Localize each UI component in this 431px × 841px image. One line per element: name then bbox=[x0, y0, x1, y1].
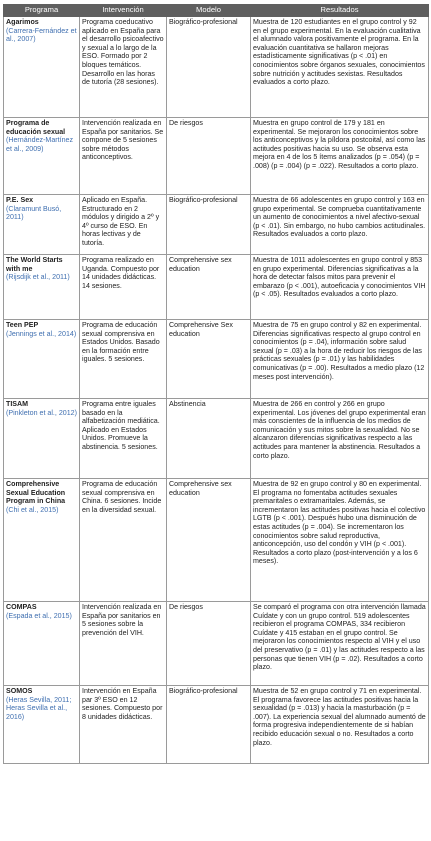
model-cell-text: Abstinencia bbox=[169, 400, 206, 408]
intervention-cell-text: Programa de educación sexual comprensiva en Estados Unidos. Basado en la formación entre iguales. 5 sesiones. bbox=[82, 321, 160, 364]
results-cell bbox=[251, 195, 429, 255]
table-row bbox=[4, 399, 429, 479]
intervention-cell bbox=[80, 118, 167, 195]
program-name: Programa de educación sexual bbox=[6, 119, 66, 136]
program-citation-link[interactable]: (Heras Sevilla, 2011; Heras Sevilla et al., 2016) bbox=[6, 695, 72, 721]
results-cell-text: Muestra de 75 en grupo control y 82 en experimental. Diferencias significativas respecto al grupo control en conocimientos (p = .04), información sobre salud sexual (p = .03) a la hora de reducir los riesgos de las prácticas sexuales (p = .01) y las habilidades comunicativas (p = .00). Resultados a medio plazo (12 meses post intervención). bbox=[253, 321, 425, 381]
model-cell bbox=[167, 686, 251, 764]
model-cell bbox=[167, 195, 251, 255]
intervention-cell-text: Programa de educación sexual comprensiva en China. 6 sesiones. Incide en la diversidad sexual. bbox=[82, 480, 162, 514]
program-citation-link[interactable]: (Rijsdijk et al., 2011) bbox=[6, 273, 70, 282]
intervention-cell bbox=[80, 17, 167, 118]
model-cell-text: Biográfico-profesional bbox=[169, 687, 238, 695]
model-cell-text: De riesgos bbox=[169, 119, 203, 127]
model-cell-text: Comprehensive sex education bbox=[169, 256, 232, 273]
program-citation-link[interactable]: (Claramunt Busó, 2011) bbox=[6, 204, 62, 222]
intervention-cell-text: Intervención en España par 3º ESO en 12 sesiones. Compuesto por 8 unidades didácticas. bbox=[82, 687, 163, 721]
program-cell bbox=[4, 320, 80, 399]
header-intervention: Intervención bbox=[80, 5, 167, 17]
results-cell bbox=[251, 118, 429, 195]
intervention-cell-text: Programa entre iguales basado en la alfabetización mediática. Aplicado en Estados Unidos. Promueve la abstinencia. 5 sesiones. bbox=[82, 400, 160, 451]
intervention-cell bbox=[80, 479, 167, 602]
intervention-cell bbox=[80, 602, 167, 686]
results-cell bbox=[251, 399, 429, 479]
table-row bbox=[4, 118, 429, 195]
table-row bbox=[4, 17, 429, 118]
intervention-cell bbox=[80, 255, 167, 320]
program-name: Agarimos bbox=[6, 18, 39, 26]
results-cell-text: Muestra de 92 en grupo control y 80 en experimental. El programa no fomentaba actitudes sexuales premaritales o extramaritales. Además, se incrementaron las actitudes positivas hacia el colectivo LGTB (p < .001). Después hubo una disminución de estas actitudes (p = .004). Se incrementaron los conocimientos sobre salud reproductiva, anticoncepción, uso del condón y VIH (p < .001). Resultados a corto plazo (post-intervención y a los 6 meses). bbox=[253, 480, 426, 566]
model-cell-text: Biográfico-profesional bbox=[169, 18, 238, 26]
table-row bbox=[4, 602, 429, 686]
model-cell-text: Biográfico-profesional bbox=[169, 196, 238, 204]
model-cell-text: Comprehensive sex education bbox=[169, 480, 232, 497]
program-cell bbox=[4, 118, 80, 195]
table-row bbox=[4, 320, 429, 399]
program-cell bbox=[4, 602, 80, 686]
program-cell bbox=[4, 399, 80, 479]
program-cell bbox=[4, 686, 80, 764]
table-row bbox=[4, 479, 429, 602]
program-cell bbox=[4, 17, 80, 118]
header-program: Programa bbox=[4, 5, 80, 17]
model-cell bbox=[167, 118, 251, 195]
results-cell-text: Muestra de 266 en control y 266 en grupo experimental. Los jóvenes del grupo experimental eran más conscientes de la influencia de los medios de comunicación y sus mitos sobre la sexualidad. No se alcanzaron diferencias significativas respecto a las actitudes para mantener la abstinencia. Resultados a corto plazo. bbox=[253, 400, 426, 460]
program-name: The World Starts with me bbox=[6, 256, 63, 273]
results-cell bbox=[251, 602, 429, 686]
model-cell-text: De riesgos bbox=[169, 603, 203, 611]
results-cell-text: Muestra de 1011 adolescentes en grupo control y 853 en grupo experimental. Diferencias significativas a la hora de detectar falsos mitos para prevenir el embarazo (p < .001), autoeficacia y conocimientos VIH (p < .05). Resultados evaluados a corto plazo. bbox=[253, 256, 426, 299]
program-name: SOMOS bbox=[6, 687, 33, 695]
program-cell bbox=[4, 195, 80, 255]
program-citation-link[interactable]: (Carrera-Fernández et al., 2007) bbox=[6, 26, 77, 44]
program-citation-link[interactable]: (Hernández-Martínez et al., 2009) bbox=[6, 136, 74, 153]
results-cell bbox=[251, 255, 429, 320]
intervention-cell bbox=[80, 686, 167, 764]
program-name: COMPAS bbox=[6, 603, 37, 611]
model-cell-text: Comprehensive Sex education bbox=[169, 321, 233, 338]
header-model: Modelo bbox=[167, 5, 251, 17]
header-results: Resultados bbox=[251, 5, 429, 17]
model-cell bbox=[167, 17, 251, 118]
program-name: P.E. Sex bbox=[6, 196, 34, 204]
program-citation-link[interactable]: (Chi et al., 2015) bbox=[6, 505, 59, 514]
program-cell bbox=[4, 255, 80, 320]
table-row bbox=[4, 195, 429, 255]
model-cell bbox=[167, 255, 251, 320]
table-row bbox=[4, 686, 429, 764]
results-cell bbox=[251, 479, 429, 602]
table-header bbox=[4, 5, 429, 17]
intervention-cell-text: Programa coeducativo aplicado en España para el desarrollo psicoafectivo y sexual a lo largo de la ESO. Formado por 2 bloques temáticos. Desarrollo en las horas de tutoría (28 sesiones). bbox=[82, 18, 164, 87]
results-cell bbox=[251, 686, 429, 764]
program-name: Comprehensive Sexual Education Program in China bbox=[6, 480, 66, 506]
intervention-cell-text: Intervención realizada en España por sanitarios. Se compone de 5 sesiones sobre métodos anticonceptivos. bbox=[82, 119, 164, 162]
program-cell bbox=[4, 479, 80, 602]
model-cell bbox=[167, 602, 251, 686]
results-cell-text: Muestra de 66 adolescentes en grupo control y 163 en grupo experimental. Se comprueba cuantitativamente un aumento de conocimientos a nivel afectivo-sexual (p < .01). Sin embargo, no hubo cambios actitudinales. Resultados evaluados a corto plazo. bbox=[253, 196, 426, 239]
intervention-cell-text: Programa realizado en Uganda. Compuesto por 14 unidades didácticas. 14 sesiones. bbox=[82, 256, 160, 290]
model-cell bbox=[167, 320, 251, 399]
results-cell bbox=[251, 320, 429, 399]
program-name: Teen PEP bbox=[6, 321, 39, 329]
model-cell bbox=[167, 479, 251, 602]
intervention-cell-text: Aplicado en España. Estructurado en 2 módulos y dirigido a 2º y 4º curso de ESO. En horas lectivas y de tutoría. bbox=[82, 196, 160, 247]
program-citation-link[interactable]: (Espada et al., 2015) bbox=[6, 611, 72, 620]
results-cell-text: Se comparó el programa con otra intervención llamada Cuídate y con un grupo control. 519 adolescentes recibieron el programa COMPAS, 334 recibieron Cuídate y 415 estaban en el grupo control. Se mejoraron los conocimientos respecto al VIH y el uso del preservativo (p = .01) y las actitudes respecto a las personas que tienen VIH (p = .02). Resultados a corto plazo. bbox=[253, 603, 426, 672]
results-cell bbox=[251, 17, 429, 118]
intervention-cell bbox=[80, 399, 167, 479]
model-cell bbox=[167, 399, 251, 479]
programs-table bbox=[3, 4, 429, 764]
program-citation-link[interactable]: (Jennings et al., 2014) bbox=[6, 329, 77, 338]
intervention-cell bbox=[80, 320, 167, 399]
intervention-cell-text: Intervención realizada en España por sanitarios en 5 sesiones sobre la prevención del VIH. bbox=[82, 603, 162, 637]
table-body bbox=[4, 17, 429, 764]
table-row bbox=[4, 255, 429, 320]
intervention-cell bbox=[80, 195, 167, 255]
results-cell-text: Muestra de 52 en grupo control y 71 en experimental. El programa favorece las actitudes positivas hacia la sexualidad (p = .013) y hacia la masturbación (p = .007). La experiencia sexual del alumnado aumentó de forma progresiva independientemente de si habían recibido educación sexual o no. Resultados a corto plazo. bbox=[253, 687, 426, 747]
program-name: TISAM bbox=[6, 400, 29, 408]
results-cell-text: Muestra en grupo control de 179 y 181 en experimental. Se mejoraron los conocimientos sobre los anticonceptivos y la píldora postcoital, así como las actitudes positivas hacia su uso. Se observa esta mejora en 4 de los 5 ítems analizados (p = .054) (p = .008) (p = .004) (p = .022). Resultados a corto plazo. bbox=[253, 119, 426, 170]
program-citation-link[interactable]: (Pinkleton et al., 2012) bbox=[6, 408, 77, 417]
results-cell-text: Muestra de 120 estudiantes en el grupo control y 92 en el grupo experimental. En la evaluación cualitativa el alumnado valora positivamente el programa. En la evaluación cuantitativa se hallaron mejoras estadísticamente significativas (p < .01) en conocimientos sobre órganos sexuales, conocimientos sobre nutrición y actitudes sexistas. Resultados evaluados a corto plazo. bbox=[253, 18, 425, 87]
